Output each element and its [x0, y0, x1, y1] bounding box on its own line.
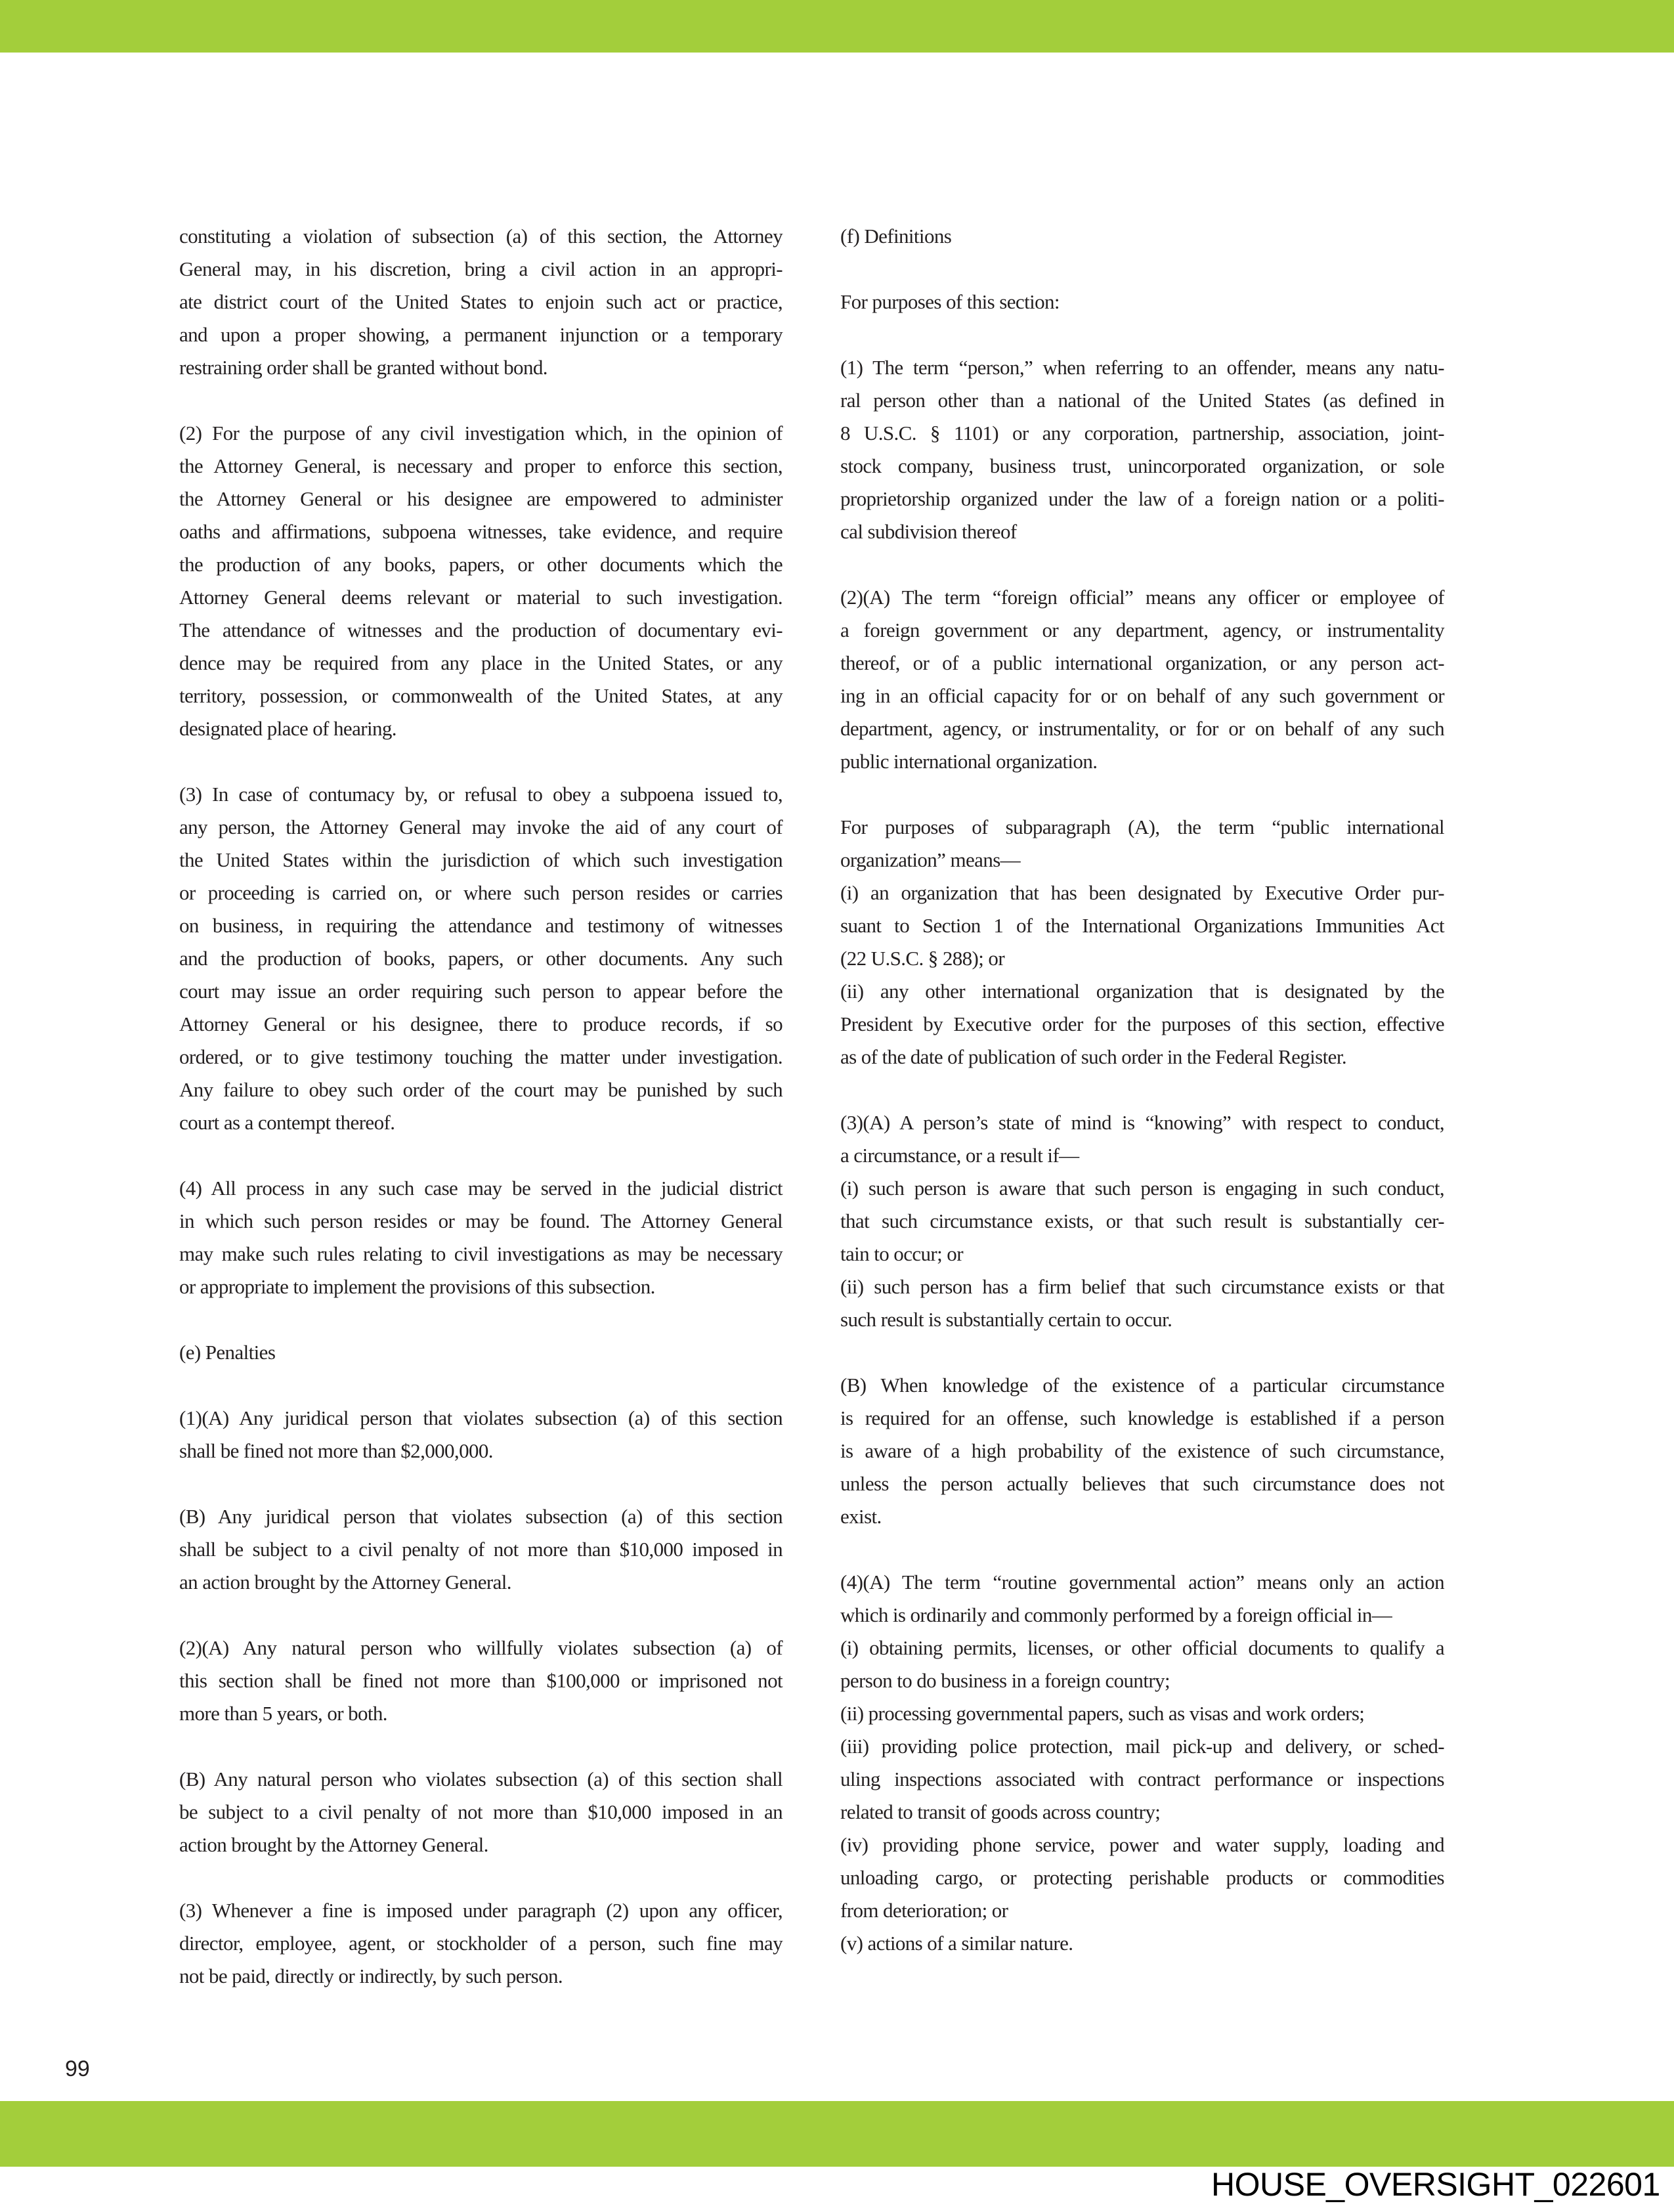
text-line: dence may be required from any place in the United States, or any: [179, 651, 783, 674]
paragraph: [179, 1894, 783, 1993]
text-line: (2) For the purpose of any civil investigation which, in the opinion of: [179, 422, 783, 445]
text-line: 8 U.S.C. § 1101) or any corporation, partnership, association, joint-: [840, 422, 1444, 445]
left-column: [179, 220, 783, 2026]
paragraph: [840, 975, 1444, 1073]
text-line: director, employee, agent, or stockholder of a person, such fine may: [179, 1932, 783, 1955]
text-line: ate district court of the United States to enjoin such act or practice,: [179, 290, 783, 313]
paragraph: [179, 220, 783, 384]
text-line: such result is substantially certain to occur.: [840, 1308, 1172, 1331]
text-line: suant to Section 1 of the International Organizations Immunities Act: [840, 914, 1444, 937]
text-line: For purposes of subparagraph (A), the term “public international: [840, 815, 1444, 838]
text-line: Any failure to obey such order of the court may be punished by such: [179, 1078, 783, 1101]
text-line: (3) Whenever a fine is imposed under paragraph (2) upon any officer,: [179, 1899, 783, 1922]
paragraph: [179, 778, 783, 1139]
text-line: on business, in requiring the attendance and testimony of witnesses: [179, 914, 783, 937]
paragraph: [840, 1730, 1444, 1829]
text-line: exist.: [840, 1505, 882, 1528]
text-line: For purposes of this section:: [840, 290, 1060, 313]
bates-stamp: HOUSE_OVERSIGHT_022601: [1211, 2166, 1660, 2203]
text-line: General may, in his discretion, bring a civil action in an appropri-: [179, 257, 783, 280]
paragraph: [179, 1632, 783, 1730]
text-line: (ii) any other international organization that is designated by the: [840, 980, 1444, 1003]
text-line: (iv) providing phone service, power and water supply, loading and: [840, 1833, 1444, 1856]
text-line: (B) Any natural person who violates subsection (a) of this section shall: [179, 1767, 783, 1790]
text-line: ordered, or to give testimony touching the matter under investigation.: [179, 1045, 783, 1068]
paragraph: [840, 351, 1444, 548]
paragraph: [179, 1500, 783, 1599]
paragraph: [179, 417, 783, 745]
text-section: [179, 1763, 783, 1861]
text-line: unloading cargo, or protecting perishable products or commodities: [840, 1866, 1444, 1889]
text-line: and upon a proper showing, a permanent injunction or a temporary: [179, 323, 783, 346]
text-line: from deterioration; or: [840, 1899, 1008, 1922]
paragraph: [179, 1172, 783, 1303]
paragraph: [840, 1829, 1444, 1927]
paragraph: [840, 220, 1444, 253]
text-section: [179, 1336, 783, 1369]
text-line: or appropriate to implement the provisions of this subsection.: [179, 1275, 655, 1298]
text-line: tain to occur; or: [840, 1242, 963, 1265]
text-section: [179, 778, 783, 1139]
text-line: is required for an offense, such knowledge is established if a person: [840, 1406, 1444, 1429]
paragraph: [840, 1566, 1444, 1632]
text-line: not be paid, directly or indirectly, by such person.: [179, 1964, 563, 1987]
text-section: [179, 1402, 783, 1467]
text-line: (i) such person is aware that such person is engaging in such conduct,: [840, 1177, 1444, 1200]
text-line: unless the person actually believes that such circumstance does not: [840, 1472, 1444, 1495]
text-line: (3) In case of contumacy by, or refusal to obey a subpoena issued to,: [179, 783, 783, 806]
text-line: (B) Any juridical person that violates subsection (a) of this section: [179, 1505, 783, 1528]
text-line: (iii) providing police protection, mail pick-up and delivery, or sched-: [840, 1735, 1444, 1758]
text-line: (ii) such person has a firm belief that such circumstance exists or that: [840, 1275, 1444, 1298]
text-section: [179, 417, 783, 745]
text-section: [840, 351, 1444, 548]
text-line: department, agency, or instrumentality, or for or on behalf of any such: [840, 717, 1444, 740]
text-line: action brought by the Attorney General.: [179, 1833, 488, 1856]
text-line: (i) an organization that has been designated by Executive Order pur-: [840, 881, 1444, 904]
paragraph: [179, 1336, 783, 1369]
text-line: any person, the Attorney General may invoke the aid of any court of: [179, 815, 783, 838]
text-line: related to transit of goods across country;: [840, 1800, 1161, 1823]
text-line: the United States within the jurisdiction of which such investigation: [179, 848, 783, 871]
text-line: President by Executive order for the purposes of this section, effective: [840, 1012, 1444, 1035]
text-line: (4) All process in any such case may be served in the judicial district: [179, 1177, 783, 1200]
paragraph: [840, 581, 1444, 778]
text-section: [840, 286, 1444, 318]
paragraph: [840, 286, 1444, 318]
paragraph: [840, 1369, 1444, 1533]
text-line: more than 5 years, or both.: [179, 1702, 387, 1725]
paragraph: [840, 877, 1444, 975]
text-line: ing in an official capacity for or on behalf of any such government or: [840, 684, 1444, 707]
text-line: a foreign government or any department, agency, or instrumentality: [840, 618, 1444, 641]
text-line: (i) obtaining permits, licenses, or other official documents to qualify a: [840, 1636, 1444, 1659]
text-line: court may issue an order requiring such person to appear before the: [179, 980, 783, 1003]
text-line: (1) The term “person,” when referring to an offender, means any natu-: [840, 356, 1444, 379]
text-line: thereof, or of a public international organization, or any person act-: [840, 651, 1444, 674]
text-line: a circumstance, or a result if—: [840, 1144, 1079, 1167]
text-line: uling inspections associated with contract performance or inspections: [840, 1767, 1444, 1790]
right-column: [840, 220, 1444, 1993]
text-line: territory, possession, or commonwealth of the United States, at any: [179, 684, 783, 707]
text-line: and the production of books, papers, or other documents. Any such: [179, 947, 783, 970]
text-line: (v) actions of a similar nature.: [840, 1932, 1073, 1955]
text-section: [840, 1369, 1444, 1533]
text-line: (4)(A) The term “routine governmental action” means only an action: [840, 1571, 1444, 1594]
text-line: Attorney General deems relevant or material to such investigation.: [179, 586, 783, 609]
text-line: person to do business in a foreign country;: [840, 1669, 1170, 1692]
text-line: organization” means—: [840, 848, 1021, 871]
text-line: oaths and affirmations, subpoena witnesses, take evidence, and require: [179, 520, 783, 543]
text-line: which is ordinarily and commonly performed by a foreign official in—: [840, 1603, 1392, 1626]
text-section: [179, 1632, 783, 1730]
text-line: (2)(A) The term “foreign official” means any officer or employee of: [840, 586, 1444, 609]
text-section: [840, 811, 1444, 1073]
text-line: shall be subject to a civil penalty of not more than $10,000 imposed in: [179, 1538, 783, 1561]
text-line: may make such rules relating to civil investigations as may be necessary: [179, 1242, 783, 1265]
text-line: (22 U.S.C. § 288); or: [840, 947, 1005, 970]
text-line: in which such person resides or may be found. The Attorney General: [179, 1209, 783, 1232]
text-line: (1)(A) Any juridical person that violates subsection (a) of this section: [179, 1406, 783, 1429]
header-accent-bar: [0, 0, 1674, 53]
text-line: the Attorney General, is necessary and proper to enforce this section,: [179, 454, 783, 477]
paragraph: [840, 1632, 1444, 1697]
paragraph: [840, 1106, 1444, 1172]
text-line: (3)(A) A person’s state of mind is “knowing” with respect to conduct,: [840, 1111, 1444, 1134]
text-line: public international organization.: [840, 750, 1098, 773]
text-line: constituting a violation of subsection (a) of this section, the Attorney: [179, 225, 783, 248]
text-line: as of the date of publication of such order in the Federal Register.: [840, 1045, 1346, 1068]
paragraph: [840, 811, 1444, 877]
text-line: (ii) processing governmental papers, such as visas and work orders;: [840, 1702, 1365, 1725]
text-line: the Attorney General or his designee are empowered to administer: [179, 487, 783, 510]
text-section: [840, 1566, 1444, 1960]
text-line: or proceeding is carried on, or where such person resides or carries: [179, 881, 783, 904]
text-line: the production of any books, papers, or other documents which the: [179, 553, 783, 576]
text-line: The attendance of witnesses and the production of documentary evi-: [179, 618, 783, 641]
text-line: (f) Definitions: [840, 225, 952, 248]
text-line: court as a contempt thereof.: [179, 1111, 395, 1134]
page-number: 99: [65, 2056, 90, 2081]
text-line: ral person other than a national of the United States (as defined in: [840, 389, 1444, 412]
text-line: that such circumstance exists, or that such result is substantially cer-: [840, 1209, 1444, 1232]
text-line: (B) When knowledge of the existence of a particular circumstance: [840, 1374, 1444, 1397]
paragraph: [840, 1927, 1444, 1960]
paragraph: [840, 1697, 1444, 1730]
text-line: an action brought by the Attorney General.: [179, 1571, 511, 1594]
text-line: restraining order shall be granted without bond.: [179, 356, 547, 379]
text-section: [840, 1106, 1444, 1336]
text-line: designated place of hearing.: [179, 717, 397, 740]
text-section: [840, 581, 1444, 778]
text-section: [179, 220, 783, 384]
text-section: [179, 1172, 783, 1303]
text-line: is aware of a high probability of the existence of such circumstance,: [840, 1439, 1444, 1462]
text-line: (e) Penalties: [179, 1341, 276, 1364]
text-line: cal subdivision thereof: [840, 520, 1017, 543]
text-line: stock company, business trust, unincorporated organization, or sole: [840, 454, 1444, 477]
text-section: [840, 220, 1444, 253]
paragraph: [840, 1172, 1444, 1270]
text-line: this section shall be fined not more than $100,000 or imprisoned not: [179, 1669, 783, 1692]
text-line: proprietorship organized under the law of a foreign nation or a politi-: [840, 487, 1444, 510]
footer-accent-bar: [0, 2101, 1674, 2167]
text-line: shall be fined not more than $2,000,000.: [179, 1439, 493, 1462]
paragraph: [179, 1763, 783, 1861]
text-line: Attorney General or his designee, there to produce records, if so: [179, 1012, 783, 1035]
text-line: be subject to a civil penalty of not more than $10,000 imposed in an: [179, 1800, 783, 1823]
text-line: (2)(A) Any natural person who willfully violates subsection (a) of: [179, 1636, 783, 1659]
text-section: [179, 1894, 783, 1993]
paragraph: [179, 1402, 783, 1467]
text-section: [179, 1500, 783, 1599]
paragraph: [840, 1270, 1444, 1336]
